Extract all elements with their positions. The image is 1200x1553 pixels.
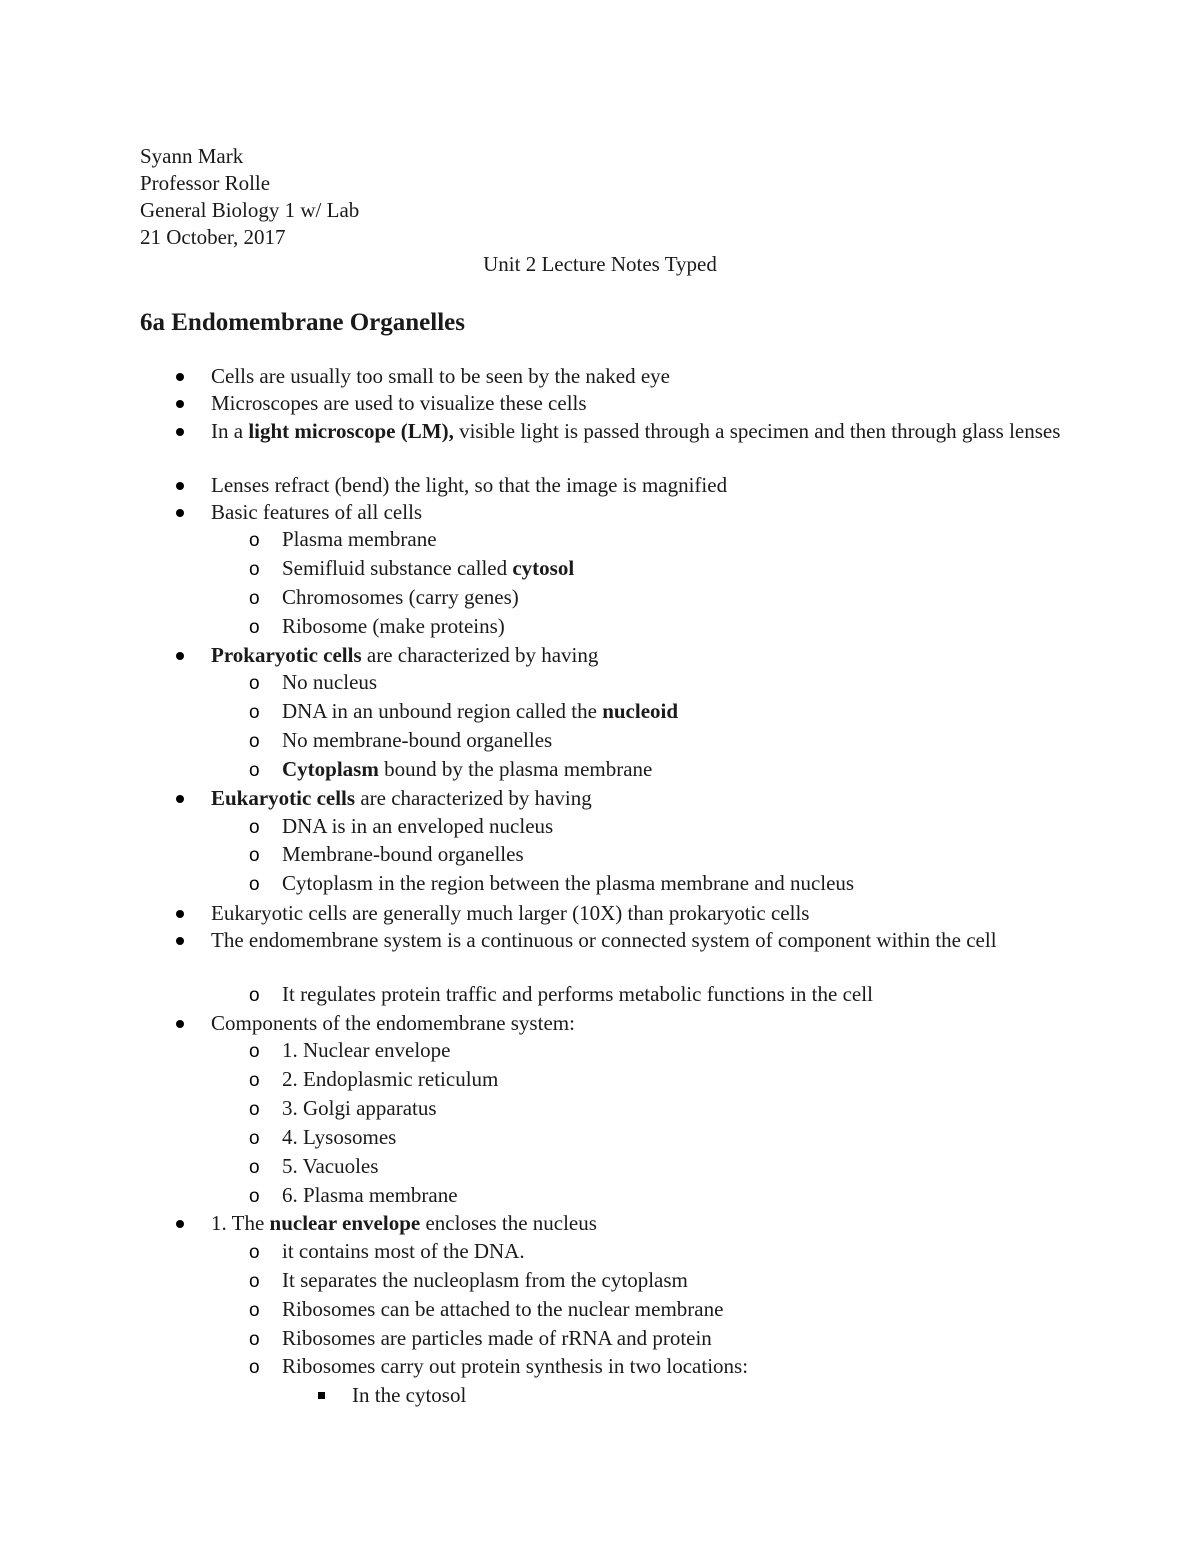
list-item-text <box>211 1011 575 1035</box>
text-run: 5. Vacuoles <box>282 1154 379 1178</box>
list-item-text <box>282 614 505 638</box>
list-item <box>249 1182 458 1209</box>
bullet-dot-icon <box>176 373 184 381</box>
text-run: 1. The <box>211 1211 270 1235</box>
section-heading: 6a Endomembrane Organelles <box>140 309 465 336</box>
list-item-text <box>282 1096 437 1120</box>
list-item <box>249 669 378 696</box>
bullet-square-icon <box>318 1392 325 1399</box>
list-item <box>249 756 653 783</box>
list-item <box>211 927 1065 954</box>
bullet-circle-icon: o <box>249 1329 260 1350</box>
list-item <box>211 472 727 499</box>
list-item <box>249 1095 437 1122</box>
text-run: Chromosomes (carry genes) <box>282 585 519 609</box>
list-item <box>249 981 873 1008</box>
list-item-text <box>282 527 437 551</box>
bullet-circle-icon: o <box>249 1186 260 1207</box>
text-run: Ribosome (make proteins) <box>282 614 505 638</box>
text-run: It separates the nucleoplasm from the cytoplasm <box>282 1268 688 1292</box>
list-item <box>249 813 554 840</box>
bullet-dot-icon <box>176 509 184 517</box>
text-run: In the cytosol <box>352 1383 467 1407</box>
bullet-circle-icon: o <box>249 673 260 694</box>
text-run: Cytoplasm in the region between the plasma membrane and nucleus <box>282 871 855 895</box>
bullet-circle-icon: o <box>249 817 260 838</box>
list-item-text <box>282 1038 451 1062</box>
list-item <box>211 418 1065 445</box>
list-item-text <box>282 728 552 752</box>
list-item-text <box>282 982 873 1006</box>
list-item <box>211 900 809 927</box>
list-item <box>211 363 670 390</box>
list-item-text <box>352 1383 466 1407</box>
bullet-circle-icon: o <box>249 702 260 723</box>
text-run: it contains most of the DNA. <box>282 1239 525 1263</box>
list-item <box>249 526 437 553</box>
bullet-circle-icon: o <box>249 1157 260 1178</box>
text-run: Plasma membrane <box>282 527 437 551</box>
bullet-circle-icon: o <box>249 1300 260 1321</box>
bullet-dot-icon <box>176 428 184 436</box>
bullet-circle-icon: o <box>249 985 260 1006</box>
list-item <box>352 1382 466 1409</box>
text-run: Microscopes are used to visualize these cells <box>211 391 587 415</box>
text-run: It regulates protein traffic and performs metabolic functions in the cell <box>282 982 873 1006</box>
document-date: 21 October, 2017 <box>140 225 286 249</box>
list-item-text <box>211 473 727 497</box>
bullet-circle-icon: o <box>249 1128 260 1149</box>
text-run: are characterized by having <box>361 643 599 667</box>
list-item <box>249 1325 712 1352</box>
bold-term: nucleoid <box>602 699 679 723</box>
bold-term: cytosol <box>512 556 575 580</box>
list-item-text <box>282 556 574 580</box>
list-item-text <box>211 391 587 415</box>
bullet-dot-icon <box>176 652 184 660</box>
text-run: Cells are usually too small to be seen by the naked eye <box>211 364 670 388</box>
list-item <box>211 785 592 812</box>
text-run: 3. Golgi apparatus <box>282 1096 437 1120</box>
list-item-text <box>211 419 1060 443</box>
list-item-text <box>211 928 997 952</box>
list-item <box>249 613 505 640</box>
list-item-text <box>282 1125 396 1149</box>
text-run: encloses the nucleus <box>420 1211 597 1235</box>
list-item <box>249 1153 379 1180</box>
list-item-text <box>282 699 678 723</box>
bullet-circle-icon: o <box>249 559 260 580</box>
bullet-circle-icon: o <box>249 760 260 781</box>
list-item-text <box>211 364 670 388</box>
bullet-circle-icon: o <box>249 1271 260 1292</box>
course-name: General Biology 1 w/ Lab <box>140 198 360 222</box>
list-item <box>249 555 575 582</box>
list-item-text <box>211 643 598 667</box>
bullet-circle-icon: o <box>249 731 260 752</box>
bullet-circle-icon: o <box>249 874 260 895</box>
text-run: bound by the plasma membrane <box>378 757 653 781</box>
list-item <box>211 642 598 669</box>
list-item-text <box>282 842 524 866</box>
list-item-text <box>211 901 809 925</box>
bullet-dot-icon <box>176 400 184 408</box>
list-item-text <box>282 1239 525 1263</box>
list-item-text <box>282 871 854 895</box>
bullet-circle-icon: o <box>249 1242 260 1263</box>
list-item-text <box>282 1326 712 1350</box>
bullet-circle-icon: o <box>249 588 260 609</box>
bold-term: light microscope (LM), <box>248 419 454 443</box>
bold-term: nuclear envelope <box>269 1211 421 1235</box>
text-run: Ribosomes are particles made of rRNA and protein <box>282 1326 712 1350</box>
bold-term: Eukaryotic cells <box>211 786 356 810</box>
professor-name: Professor Rolle <box>140 171 271 195</box>
list-item-text <box>282 1067 498 1091</box>
bullet-dot-icon <box>176 1220 184 1228</box>
list-item <box>211 1210 597 1237</box>
list-item-text <box>282 1268 688 1292</box>
list-item <box>249 727 553 754</box>
text-run: 2. Endoplasmic reticulum <box>282 1067 499 1091</box>
text-run: Ribosomes carry out protein synthesis in two locations: <box>282 1354 749 1378</box>
text-run: Ribosomes can be attached to the nuclear membrane <box>282 1297 724 1321</box>
bullet-dot-icon <box>176 795 184 803</box>
bullet-circle-icon: o <box>249 530 260 551</box>
list-item-text <box>282 1183 458 1207</box>
bullet-dot-icon <box>176 482 184 490</box>
bold-term: Cytoplasm <box>282 757 379 781</box>
bullet-circle-icon: o <box>249 617 260 638</box>
list-item <box>249 1238 525 1265</box>
list-item <box>249 584 519 611</box>
bullet-circle-icon: o <box>249 1070 260 1091</box>
list-item <box>249 1296 724 1323</box>
text-run: Lenses refract (bend) the light, so that the image is magnified <box>211 473 728 497</box>
list-item <box>249 1037 451 1064</box>
bullet-circle-icon: o <box>249 845 260 866</box>
text-run: DNA in an unbound region called the <box>282 699 603 723</box>
text-run: are characterized by having <box>355 786 592 810</box>
list-item-text <box>282 757 652 781</box>
bullet-circle-icon: o <box>249 1357 260 1378</box>
text-run: Semifluid substance called <box>282 556 513 580</box>
author-name: Syann Mark <box>140 144 244 168</box>
list-item-text <box>282 1354 748 1378</box>
text-run: No membrane-bound organelles <box>282 728 553 752</box>
text-run: Eukaryotic cells are generally much larger (10X) than prokaryotic cells <box>211 901 810 925</box>
text-run: Basic features of all cells <box>211 500 423 524</box>
text-run: The endomembrane system is a continuous or connected system of component within the cell <box>211 928 997 952</box>
list-item-text <box>282 1154 378 1178</box>
list-item-text <box>211 786 592 810</box>
list-item <box>249 1066 499 1093</box>
bullet-circle-icon: o <box>249 1041 260 1062</box>
list-item-text <box>282 670 377 694</box>
text-run: 1. Nuclear envelope <box>282 1038 451 1062</box>
list-item <box>211 390 587 417</box>
document-title: Unit 2 Lecture Notes Typed <box>483 252 717 276</box>
list-item <box>249 841 524 868</box>
list-item-text <box>282 585 519 609</box>
list-item-text <box>211 1211 597 1235</box>
bullet-dot-icon <box>176 937 184 945</box>
text-run: Components of the endomembrane system: <box>211 1011 575 1035</box>
bullet-dot-icon <box>176 910 184 918</box>
list-item <box>249 698 679 725</box>
list-item <box>211 499 422 526</box>
list-item <box>211 1010 575 1037</box>
text-run: 6. Plasma membrane <box>282 1183 458 1207</box>
list-item <box>249 1267 688 1294</box>
list-item-text <box>211 500 422 524</box>
list-item <box>249 1124 397 1151</box>
list-item-text <box>282 1297 723 1321</box>
text-run: No nucleus <box>282 670 378 694</box>
list-item <box>249 1353 749 1380</box>
bullet-circle-icon: o <box>249 1099 260 1120</box>
bold-term: Prokaryotic cells <box>211 643 362 667</box>
text-run: visible light is passed through a specimen and then through glass lenses <box>453 419 1061 443</box>
list-item <box>249 870 855 897</box>
text-run: DNA is in an enveloped nucleus <box>282 814 554 838</box>
bullet-dot-icon <box>176 1020 184 1028</box>
text-run: In a <box>211 419 249 443</box>
text-run: Membrane-bound organelles <box>282 842 524 866</box>
text-run: 4. Lysosomes <box>282 1125 397 1149</box>
list-item-text <box>282 814 553 838</box>
